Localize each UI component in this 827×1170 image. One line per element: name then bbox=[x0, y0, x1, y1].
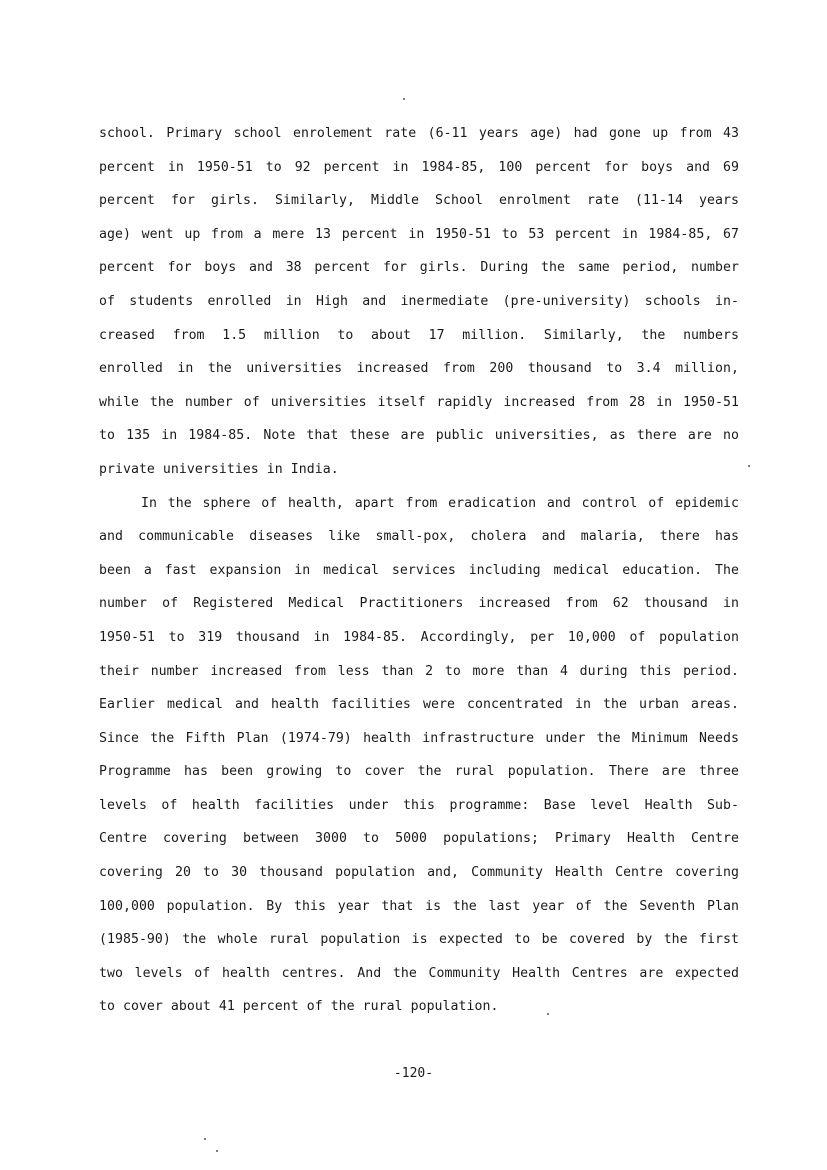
text-line: percent for boys and 38 percent for girls. During the same period, number bbox=[99, 260, 739, 276]
text-line: percent for girls. Similarly, Middle School enrolment rate (11-14 years bbox=[99, 193, 739, 209]
text-line: while the number of universities itself rapidly increased from 28 in 1950-51 bbox=[99, 394, 739, 410]
text-line: to 135 in 1984-85. Note that these are public universities, as there are no bbox=[99, 428, 739, 444]
text-line: school. Primary school enrolement rate (6-11 years age) had gone up from 43 bbox=[99, 126, 739, 141]
scan-speck bbox=[547, 1013, 549, 1015]
text-line: and communicable diseases like small-pox, cholera and malaria, there has bbox=[99, 529, 739, 545]
scan-speck bbox=[748, 465, 750, 467]
page-number: -120- bbox=[393, 1066, 434, 1081]
text-line: 1950-51 to 319 thousand in 1984-85. Accordingly, per 10,000 of population bbox=[99, 629, 739, 645]
text-line: Earlier medical and health facilities were concentrated in the urban areas. bbox=[99, 697, 739, 713]
text-line: (1985-90) the whole rural population is expected to be covered by the first bbox=[99, 932, 739, 948]
text-line: age) went up from a mere 13 percent in 1950-51 to 53 percent in 1984-85, 67 bbox=[99, 226, 739, 242]
text-line: Centre covering between 3000 to 5000 populations; Primary Health Centre bbox=[99, 831, 739, 847]
text-line: number of Registered Medical Practitioners increased from 62 thousand in bbox=[99, 596, 739, 612]
text-line: been a fast expansion in medical services including medical education. The bbox=[99, 562, 739, 578]
scan-speck bbox=[204, 1138, 206, 1140]
text-line: creased from 1.5 million to about 17 million. Similarly, the numbers bbox=[99, 327, 739, 343]
body-text bbox=[99, 124, 739, 1031]
scan-speck bbox=[216, 1150, 218, 1152]
text-line: enrolled in the universities increased from 200 thousand to 3.4 million, bbox=[99, 361, 739, 377]
text-line: their number increased from less than 2 to more than 4 during this period. bbox=[99, 663, 739, 679]
text-line: Programme has been growing to cover the rural population. There are three bbox=[99, 764, 739, 780]
text-line: private universities in India. bbox=[99, 461, 339, 477]
scan-speck bbox=[403, 98, 405, 100]
text-line: covering 20 to 30 thousand population and, Community Health Centre covering bbox=[99, 865, 739, 881]
text-line: Since the Fifth Plan (1974-79) health infrastructure under the Minimum Needs bbox=[99, 730, 739, 746]
text-line: percent in 1950-51 to 92 percent in 1984-85, 100 percent for boys and 69 bbox=[99, 159, 739, 175]
text-line: 100,000 population. By this year that is the last year of the Seventh Plan bbox=[99, 898, 739, 914]
text-line: two levels of health centres. And the Community Health Centres are expected bbox=[99, 965, 739, 981]
text-line: In the sphere of health, apart from eradication and control of epidemic bbox=[141, 495, 739, 511]
text-line: of students enrolled in High and inermediate (pre-university) schools in- bbox=[99, 293, 739, 309]
text-line: levels of health facilities under this programme: Base level Health Sub- bbox=[99, 797, 739, 813]
text-line: to cover about 41 percent of the rural population. bbox=[99, 999, 499, 1015]
